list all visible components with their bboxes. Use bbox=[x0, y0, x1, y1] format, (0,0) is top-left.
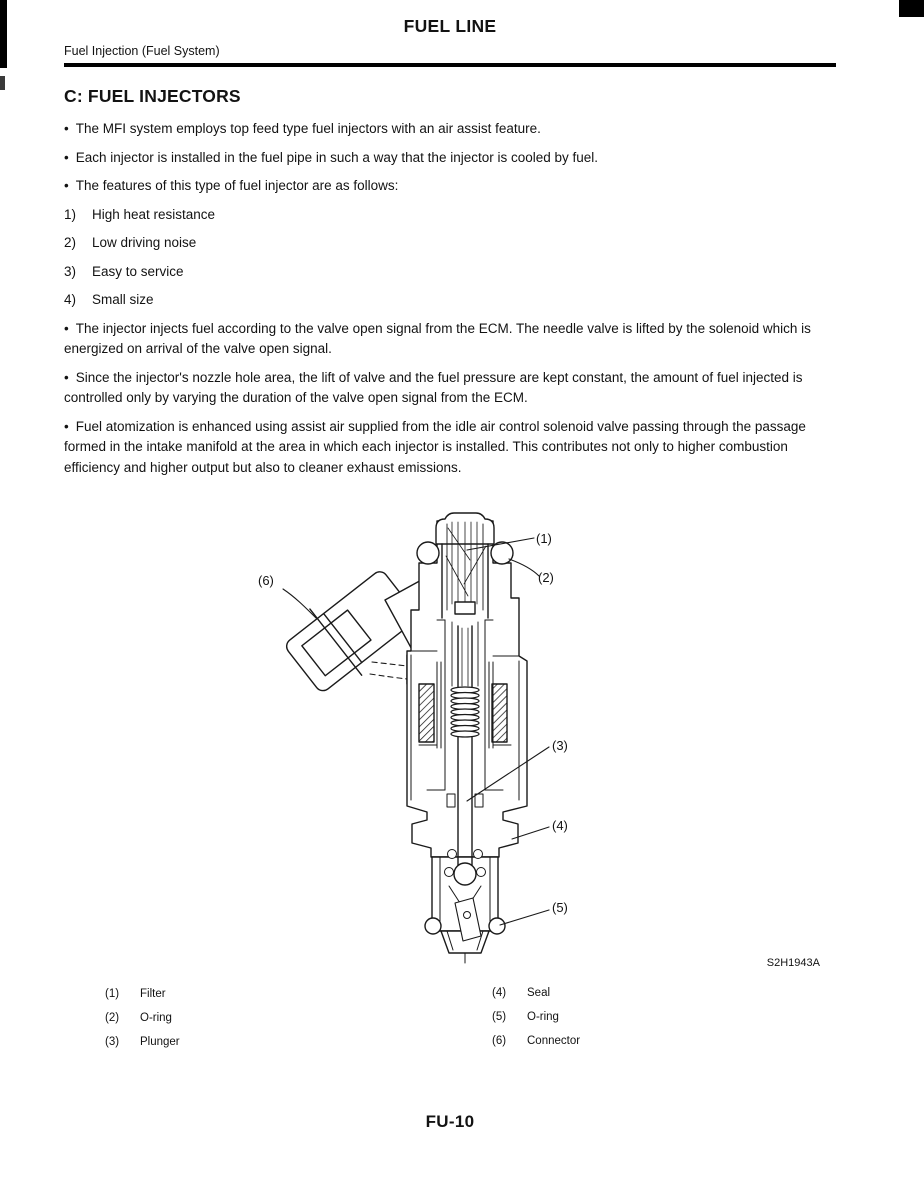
connector-wire-dashed bbox=[370, 674, 407, 679]
callout-5-label: (5) bbox=[552, 900, 568, 915]
paragraph-text: Since the injector's nozzle hole area, the lift of valve and the fuel pressure are kept constant, the amount of fuel injected is controlled only by varying the duration of the valve open signal from the ECM. bbox=[64, 369, 803, 405]
needle-ball bbox=[454, 863, 476, 885]
bullet-icon: • bbox=[64, 369, 69, 385]
legend-label: Seal bbox=[527, 987, 551, 999]
bullet-icon: • bbox=[64, 149, 69, 165]
figure-code: S2H1943A bbox=[766, 957, 820, 969]
callout-1-label: (1) bbox=[536, 531, 552, 546]
o-ring-bottom-right bbox=[489, 918, 505, 934]
bullet-icon: • bbox=[64, 418, 69, 434]
callout-2-label: (2) bbox=[538, 570, 554, 585]
page-number: FU-10 bbox=[425, 1112, 475, 1131]
item-number: 1) bbox=[64, 206, 77, 222]
paragraph-text: The injector injects fuel according to the valve open signal from the ECM. The needle valve is lifted by the solenoid which is energized on arrival of the valve open signal. bbox=[64, 320, 811, 356]
bullet-icon: • bbox=[64, 320, 69, 336]
bullet-icon: • bbox=[64, 178, 69, 193]
legend-item bbox=[492, 1011, 580, 1035]
legend-item bbox=[105, 1036, 180, 1060]
bullet-text: The MFI system employs top feed type fuel injectors with an air assist feature. bbox=[75, 121, 541, 136]
legend-label: O-ring bbox=[140, 1012, 172, 1024]
callout-5-leader bbox=[500, 910, 549, 925]
section-subtitle: Fuel Injection (Fuel System) bbox=[64, 44, 220, 58]
legend-label: Connector bbox=[527, 1035, 581, 1047]
item-number: 4) bbox=[64, 292, 77, 307]
bullet-text: The features of this type of fuel injector are as follows: bbox=[75, 178, 399, 193]
callout-6-leader bbox=[283, 589, 316, 618]
return-spring bbox=[451, 687, 479, 737]
legend-item bbox=[105, 1012, 180, 1036]
connector-wire-dashed bbox=[372, 662, 407, 666]
legend-item bbox=[105, 988, 180, 1012]
item-text: High heat resistance bbox=[92, 206, 216, 222]
page-title: FUEL LINE bbox=[403, 16, 497, 36]
legend-right-column bbox=[492, 987, 580, 1059]
section-heading: C: FUEL INJECTORS bbox=[64, 86, 241, 106]
callout-3-label: (3) bbox=[552, 738, 568, 753]
legend-number: (4) bbox=[492, 987, 507, 999]
item-text: Easy to service bbox=[92, 263, 184, 279]
callout-6-label: (6) bbox=[258, 573, 274, 588]
o-ring-top-left bbox=[417, 542, 439, 564]
item-number: 2) bbox=[64, 235, 77, 250]
o-ring-bottom-left bbox=[425, 918, 441, 934]
filter-seat bbox=[455, 602, 475, 614]
legend-item bbox=[492, 987, 580, 1011]
legend-number: (5) bbox=[492, 1011, 507, 1023]
callout-4-label: (4) bbox=[552, 818, 568, 833]
legend-number: (2) bbox=[105, 1012, 120, 1024]
legend-label: O-ring bbox=[527, 1011, 559, 1023]
legend-label: Plunger bbox=[140, 1036, 180, 1048]
legend-number: (3) bbox=[105, 1036, 120, 1048]
legend-number: (1) bbox=[105, 988, 120, 1000]
legend-number: (6) bbox=[492, 1035, 507, 1047]
item-number: 3) bbox=[64, 263, 77, 279]
bullet-icon: • bbox=[64, 121, 69, 136]
legend-label: Filter bbox=[140, 988, 166, 1000]
solenoid-coil-left bbox=[419, 684, 434, 742]
legend-left-column bbox=[105, 988, 180, 1060]
paragraph-text: Fuel atomization is enhanced using assist air supplied from the idle air control solenoid valve passing through the passage formed in the intake manifold at the area in which each injector is installed. This contributes not only to higher combustion efficiency and higher output but also to cleaner exhaust emissions. bbox=[64, 418, 806, 475]
item-text: Low driving noise bbox=[92, 235, 197, 250]
bullet-text: Each injector is installed in the fuel pipe in such a way that the injector is cooled by fuel. bbox=[75, 149, 599, 165]
item-text: Small size bbox=[92, 292, 154, 307]
callout-2-leader bbox=[509, 559, 539, 576]
legend-item bbox=[492, 1035, 580, 1059]
solenoid-coil-right bbox=[492, 684, 507, 742]
